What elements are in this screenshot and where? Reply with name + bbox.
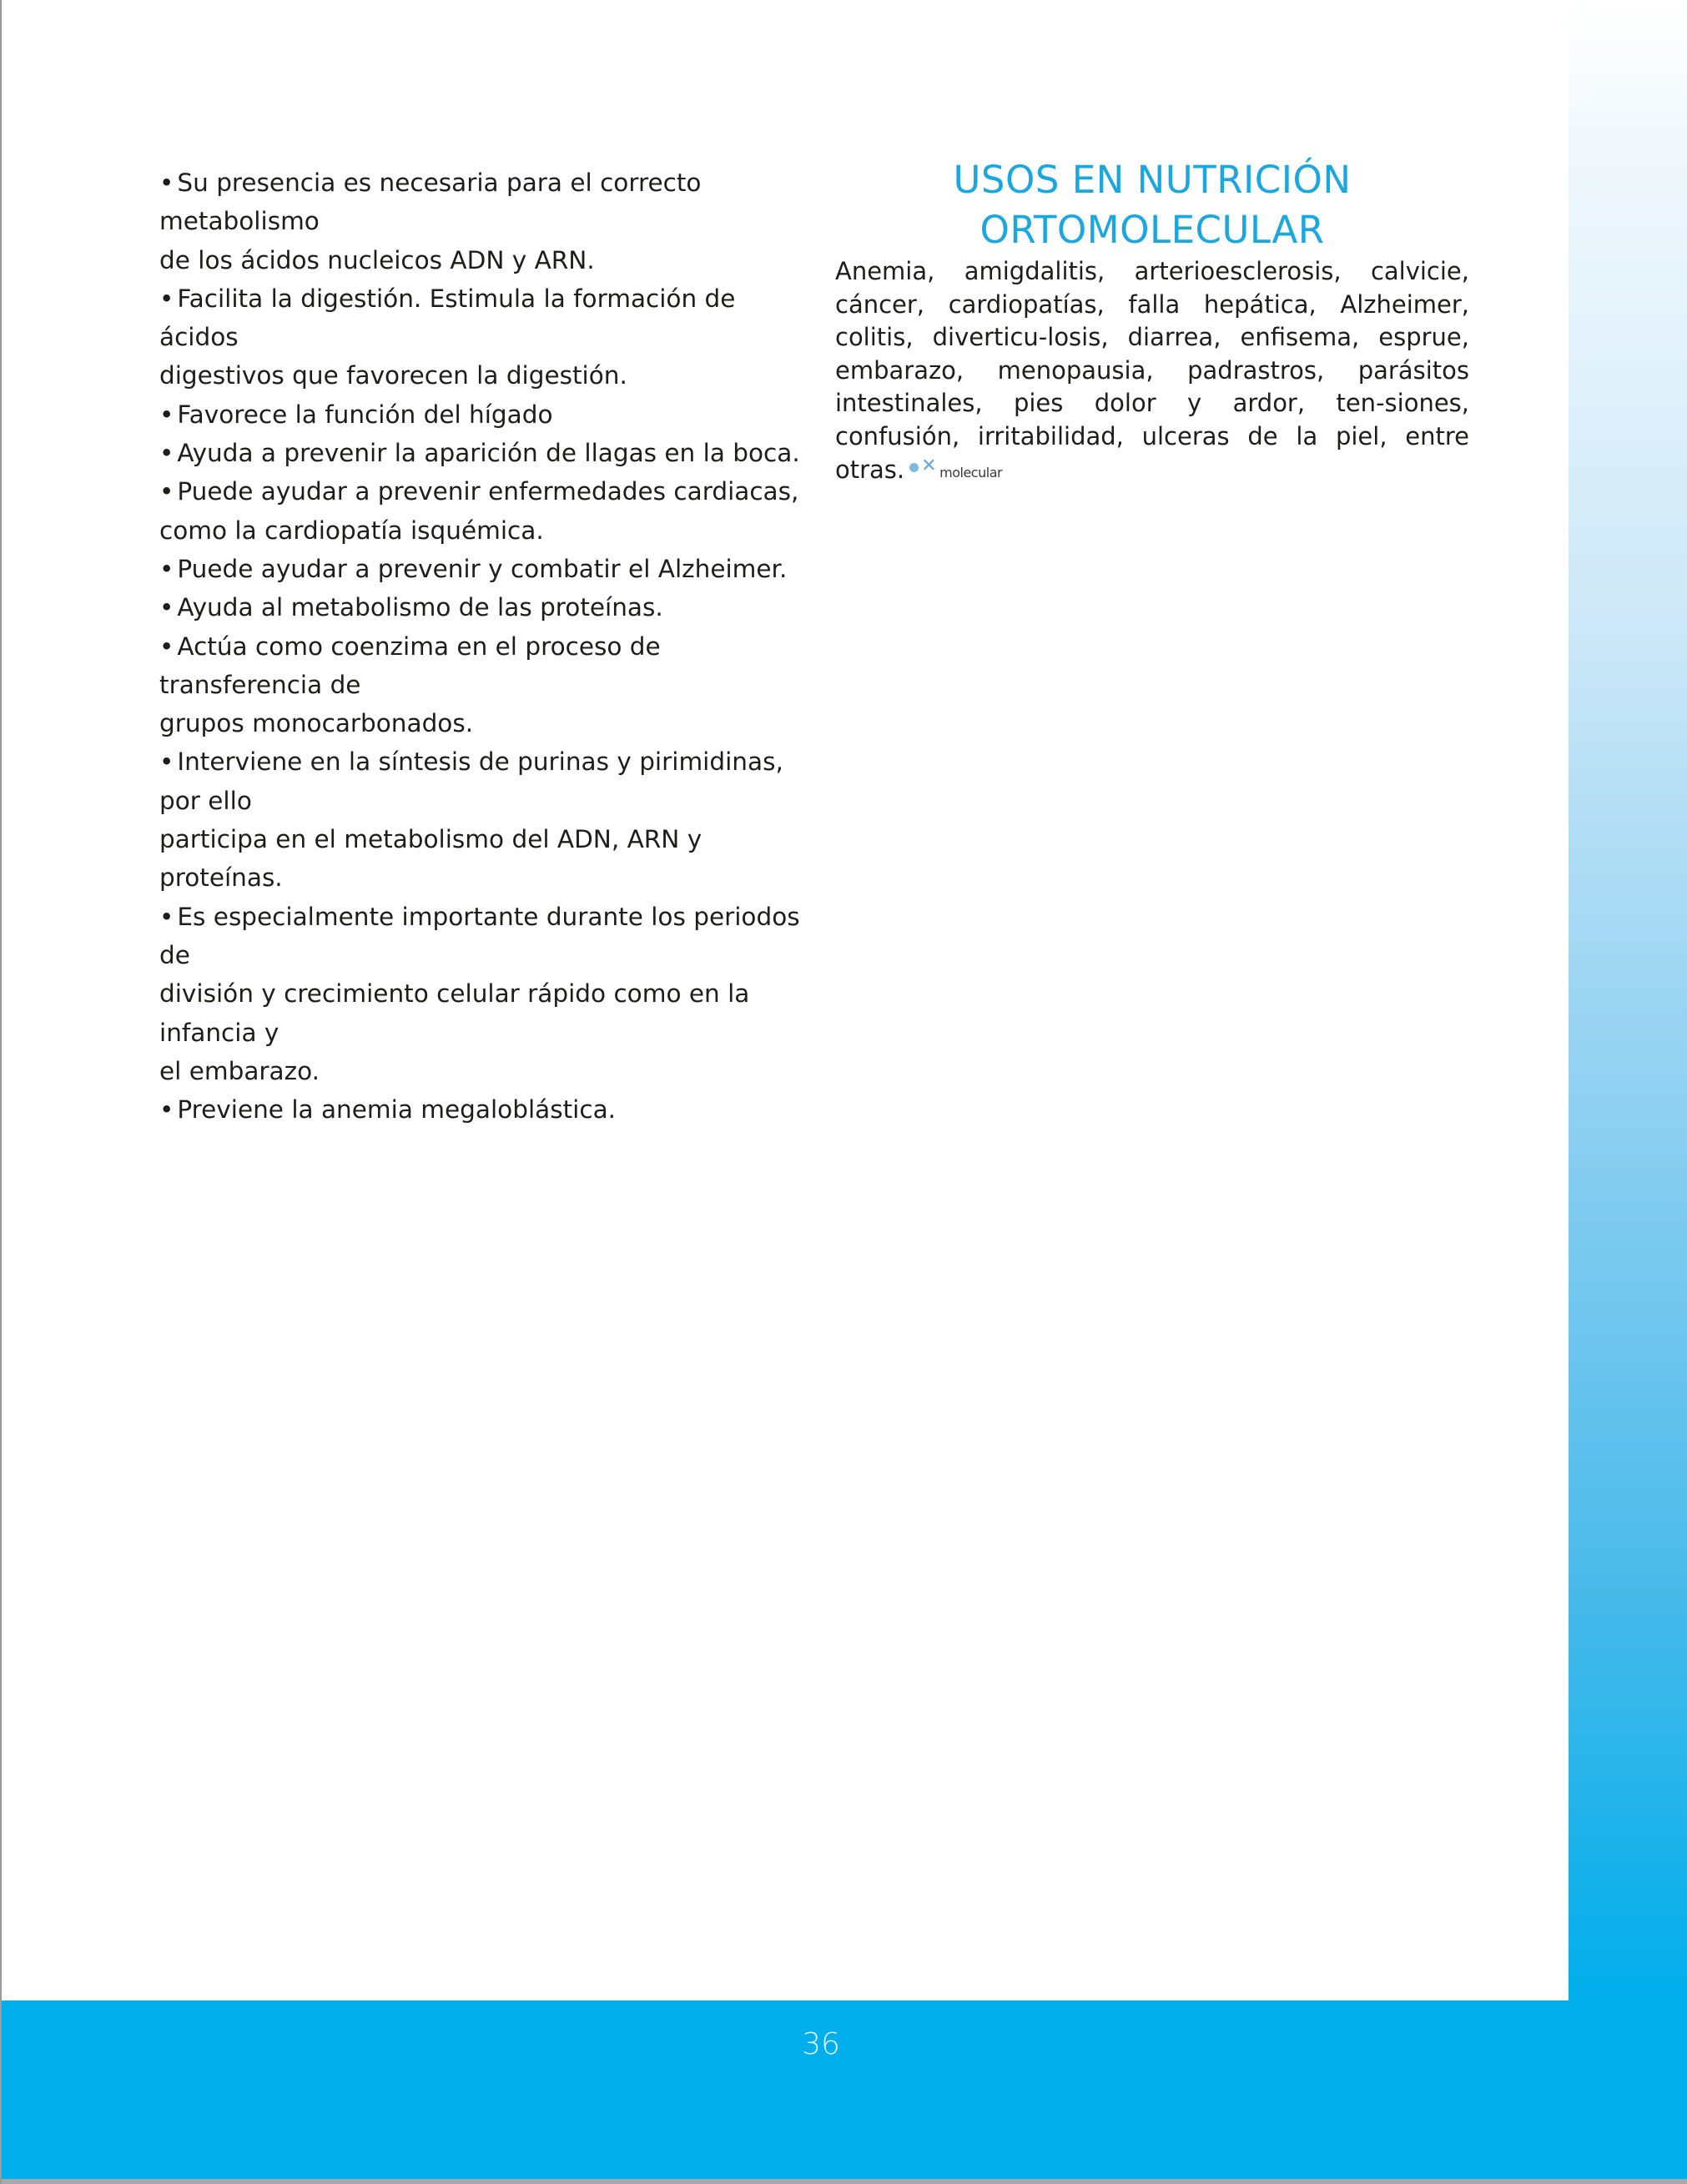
logo-mark: ✕: [921, 455, 937, 476]
list-item-text: Es especialmente importante durante los periodos de: [159, 902, 800, 969]
list-item-line: [159, 742, 810, 820]
list-item-line: [159, 279, 810, 357]
section-title-line-1: USOS EN NUTRICIÓN: [953, 158, 1352, 202]
bullet-icon: •: [159, 284, 174, 313]
list-item-line: [159, 164, 810, 241]
list-item: [159, 395, 810, 434]
list-item-text: división y crecimiento celular rápido como en la infancia y: [159, 979, 750, 1047]
bullet-icon: •: [159, 477, 174, 506]
footer-bottom-edge: [2, 2179, 1687, 2184]
list-item-text: grupos monocarbonados.: [159, 709, 474, 738]
bullet-icon: •: [159, 1095, 174, 1125]
list-item-text: el embarazo.: [159, 1056, 320, 1085]
list-item: [159, 472, 810, 550]
list-item-line: [159, 395, 810, 434]
bullet-icon: •: [159, 747, 174, 777]
list-item-line: [159, 511, 810, 550]
list-item: [159, 1090, 810, 1129]
list-item-line: [159, 1090, 810, 1129]
list-item-text: Su presencia es necesaria para el correcto metabolismo: [159, 169, 702, 236]
list-item: [159, 164, 810, 279]
uses-section: [835, 155, 1469, 486]
list-item-line: [159, 434, 810, 472]
bullet-icon: •: [159, 554, 174, 583]
list-item: [159, 742, 810, 897]
logo-brand-text: molecular: [939, 464, 1003, 481]
list-item: [159, 279, 810, 395]
list-item-text: de los ácidos nucleicos ADN y ARN.: [159, 245, 595, 274]
list-item: [159, 434, 810, 472]
section-body-text: Anemia, amigdalitis, arterioesclerosis, calvicie, cáncer, cardiopatías, falla hepática, Alzheimer, colitis, diverticu-losis, diarrea, enfisema, esprue, embarazo, menopausia, padrastros, parásitos intestinales, pies dolor y ardor, ten-siones, confusión, irritabilidad, ulceras de la piel, entre otras.: [835, 257, 1469, 484]
list-item-text: digestivos que favorecen la digestión.: [159, 361, 627, 390]
list-item-line: [159, 898, 810, 975]
list-item-text: participa en el metabolismo del ADN, ARN y proteínas.: [159, 825, 702, 893]
list-item-line: [159, 356, 810, 395]
list-item: [159, 627, 810, 743]
list-item-line: [159, 974, 810, 1052]
list-item-text: Ayuda al metabolismo de las proteínas.: [177, 593, 663, 622]
section-title-line-2: ORTOMOLECULAR: [979, 208, 1325, 252]
list-item-text: como la cardiopatía isquémica.: [159, 516, 544, 545]
list-item-line: [159, 241, 810, 279]
list-item-line: [159, 627, 810, 705]
bullet-icon: •: [159, 902, 174, 931]
list-item-line: [159, 704, 810, 742]
list-item-text: Previene la anemia megaloblástica.: [177, 1095, 617, 1125]
list-item-line: [159, 588, 810, 627]
list-item: [159, 588, 810, 627]
section-title: [835, 155, 1469, 255]
page-number: 36: [802, 2027, 840, 2061]
logo-dot: [909, 463, 919, 472]
list-item-text: Puede ayudar a prevenir y combatir el Alzheimer.: [177, 554, 788, 583]
bullet-icon: •: [159, 593, 174, 622]
bullet-icon: •: [159, 439, 174, 468]
list-item-text: Actúa como coenzima en el proceso de transferencia de: [159, 632, 661, 699]
ortomolecular-logo-icon: [908, 455, 1003, 483]
list-item-line: [159, 1052, 810, 1090]
section-body: [835, 255, 1469, 486]
list-item-text: Ayuda a prevenir la aparición de llagas en la boca.: [177, 439, 800, 468]
bullet-icon: •: [159, 632, 174, 661]
bullet-icon: •: [159, 400, 174, 429]
list-item-line: [159, 820, 810, 898]
list-item-line: [159, 472, 810, 511]
list-item: [159, 550, 810, 588]
list-item-text: Favorece la función del hígado: [177, 400, 553, 429]
list-item-text: Puede ayudar a prevenir enfermedades cardiacas,: [177, 477, 799, 506]
bullet-icon: •: [159, 169, 174, 197]
benefits-list: [159, 164, 810, 1129]
list-item-text: Interviene en la síntesis de purinas y pirimidinas, por ello: [159, 747, 783, 815]
list-item: [159, 898, 810, 1090]
list-item-line: [159, 550, 810, 588]
list-item-text: Facilita la digestión. Estimula la formación de ácidos: [159, 284, 736, 352]
side-gradient-bar: [1569, 0, 1687, 2000]
